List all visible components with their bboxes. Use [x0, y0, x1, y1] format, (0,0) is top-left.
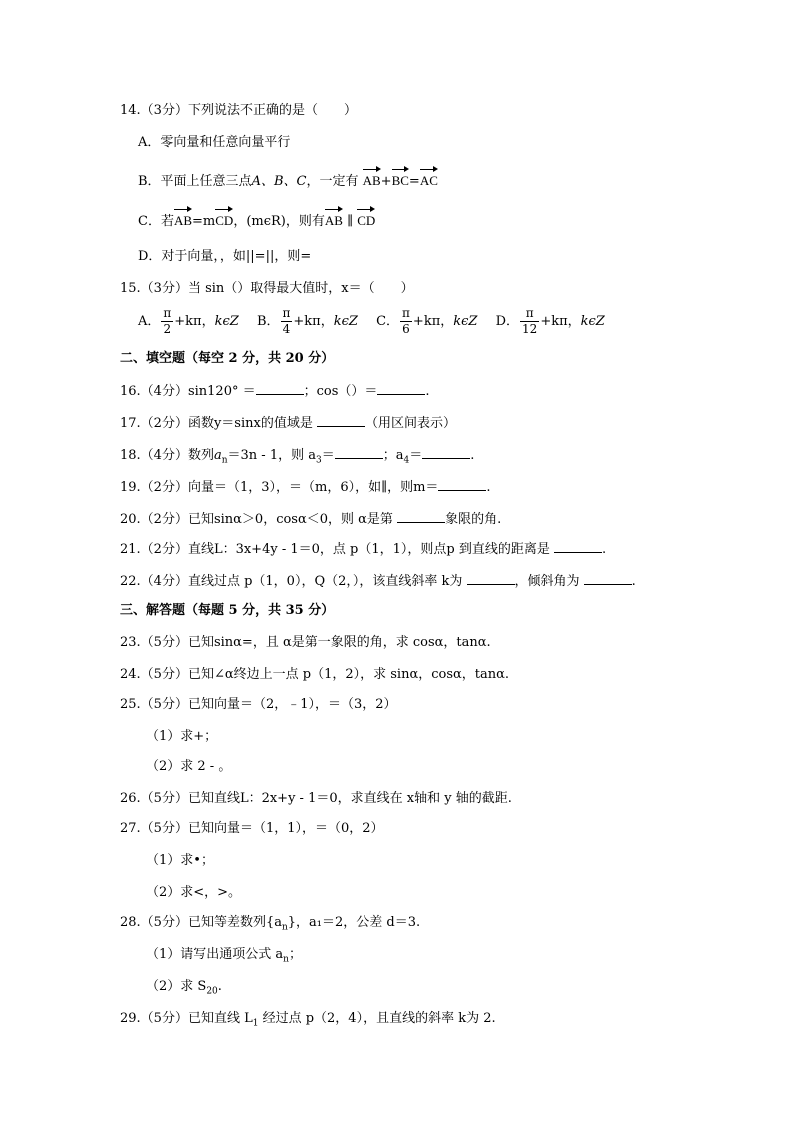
answer-blank[interactable]: [256, 382, 304, 395]
q15-option-a: A． $\frac{\pi}{2}$ +kπ，kϵZ: [138, 306, 239, 336]
q18: 18.（4分）数列$a_n=3n - 1$，则 $a_3=$ ；$a_4=$ .: [120, 448, 475, 466]
section-3-heading: 三、解答题（每题 5 分，共 35 分）: [120, 603, 335, 618]
answer-blank[interactable]: [397, 510, 445, 523]
answer-blank[interactable]: [317, 414, 365, 427]
q27-part-2: （2）求<，>。: [146, 885, 242, 900]
q28-stem: 28.（5分）已知等差数列$\{a_n\}$，a₁＝2，公差 d＝3.: [120, 915, 421, 933]
q15-option-b: B． $\frac{\pi}{4}$ +kπ，kϵZ: [256, 306, 358, 336]
q27-part-1: （1）求•；: [146, 853, 214, 868]
q25-part-1: （1）求+；: [146, 729, 218, 744]
answer-blank[interactable]: [438, 478, 486, 491]
q28-part-2: （2）求 $S_{20}$.: [146, 979, 222, 997]
q14-option-a: A．零向量和任意向量平行: [138, 135, 291, 150]
q29: 29.（5分）已知直线 $L_1$ 经过点 p（2，4），且直线的斜率 k为 2.: [120, 1011, 496, 1029]
q27-stem: 27.（5分）已知向量＝（1，1），＝（0，2）: [120, 821, 384, 836]
q15-options: [138, 306, 619, 337]
vector-ab: AB: [324, 213, 343, 228]
q14-stem: 14.（3分）下列说法不正确的是（ ）: [120, 103, 357, 118]
q14-option-c: C．若AB=mCD，(mϵR)，则有AB ∥ CD: [138, 213, 376, 229]
q22: 22.（4分）直线过点 p（1，0），Q（2，），该直线斜率 k为 ，倾斜角为 .: [120, 574, 636, 589]
q23: 23.（5分）已知sinα=，且 α是第一象限的角，求 cosα，tanα.: [120, 635, 491, 650]
vector-cd: CD: [357, 213, 376, 228]
vector-bc: BC: [391, 173, 409, 188]
answer-blank[interactable]: [584, 572, 632, 585]
answer-blank[interactable]: [422, 446, 470, 459]
q28-part-1: （1）请写出通项公式 $a_n$；: [146, 947, 302, 965]
q20: 20.（2分）已知sinα＞0，cosα＜0，则 α是第 象限的角.: [120, 512, 502, 527]
q26: 26.（5分）已知直线L：2x+y - 1＝0，求直线在 x轴和 y 轴的截距.: [120, 791, 512, 806]
q25-part-2: （2）求 2 - 。: [146, 759, 232, 774]
q25-stem: 25.（5分）已知向量＝（2，﹣1），＝（3，2）: [120, 697, 397, 712]
q15-option-c: C． $\frac{\pi}{6}$ +kπ，kϵZ: [376, 306, 478, 336]
vector-ac: AC: [419, 173, 438, 188]
answer-blank[interactable]: [377, 382, 425, 395]
q14-option-b: B．平面上任意三点A、B、C，一定有 AB+BC=AC: [138, 173, 438, 189]
q16: 16.（4分）sin120° ＝ ；cos（）＝ .: [120, 384, 430, 399]
q24: 24.（5分）已知∠α终边上一点 p（1，2），求 sinα，cosα，tanα.: [120, 667, 510, 682]
vector-cd: CD: [215, 213, 234, 228]
answer-blank[interactable]: [554, 540, 602, 553]
vector-ab: AB: [362, 173, 381, 188]
answer-blank[interactable]: [467, 572, 515, 585]
answer-blank[interactable]: [335, 446, 383, 459]
q14-option-d: D．对于向量，，如||=||，则=: [138, 249, 312, 264]
section-2-heading: 二、填空题（每空 2 分，共 20 分）: [120, 351, 335, 366]
q17: 17.（2分）函数y＝sinx的值域是 （用区间表示）: [120, 416, 456, 431]
vector-ab: AB: [173, 213, 193, 228]
q21: 21.（2分）直线L：3x+4y - 1＝0，点 p（1，1），则点p 到直线的距离是 .: [120, 542, 607, 557]
q15-option-d: D． $\frac{\pi}{12}$ +kπ，kϵZ: [495, 306, 605, 336]
q19: 19.（2分）向量＝（1，3），＝（m，6），如∥，则m＝ .: [120, 480, 491, 495]
q15-stem: 15.（3分）当 sin（）取得最大值时，x＝（ ）: [120, 281, 414, 296]
